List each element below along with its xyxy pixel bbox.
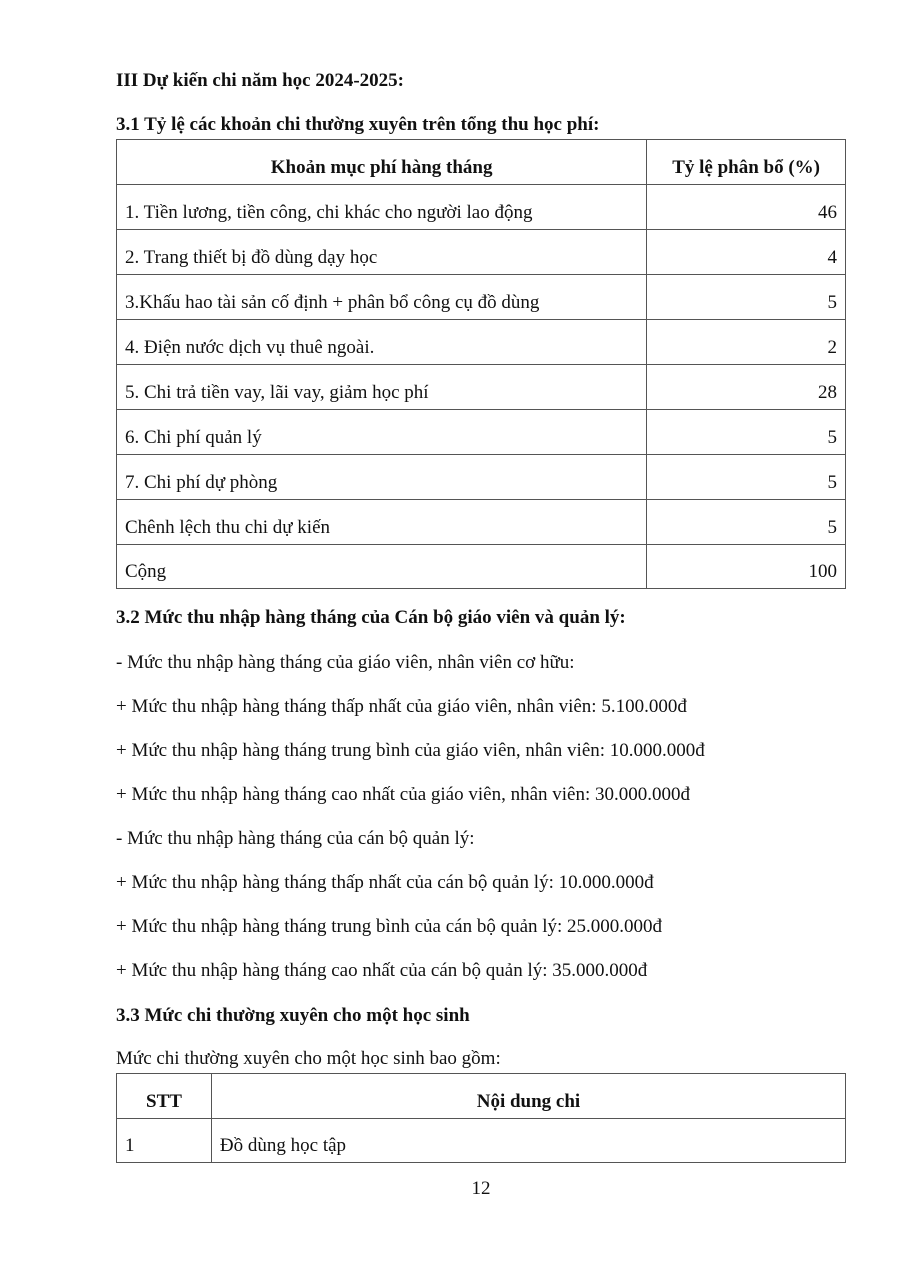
income-line: + Mức thu nhập hàng tháng cao nhất của cán bộ quản lý: 35.000.000đ (116, 960, 648, 981)
row-item: 2. Trang thiết bị đồ dùng dạy học (117, 230, 647, 275)
income-line: + Mức thu nhập hàng tháng cao nhất của giáo viên, nhân viên: 30.000.000đ (116, 784, 690, 805)
column-header-pct: Tỷ lệ phân bổ (%) (647, 140, 846, 185)
page-number: 12 (471, 1178, 491, 1199)
row-pct: 46 (647, 185, 846, 230)
table-row (117, 185, 846, 230)
row-pct: 5 (647, 455, 846, 500)
row-pct: 28 (647, 365, 846, 410)
column-header-item: Khoản mục phí hàng tháng (117, 140, 647, 185)
table-row (117, 230, 846, 275)
table-row (117, 410, 846, 455)
main-heading: III Dự kiến chi năm học 2024-2025: (116, 70, 404, 91)
row-content: Đồ dùng học tập (211, 1119, 845, 1163)
table-row (117, 1119, 846, 1163)
column-header-content: Nội dung chi (211, 1074, 845, 1119)
table-row (117, 500, 846, 545)
table-row (117, 320, 846, 365)
row-pct: 4 (647, 230, 846, 275)
income-line: + Mức thu nhập hàng tháng trung bình của giáo viên, nhân viên: 10.000.000đ (116, 740, 705, 761)
row-item: 1. Tiền lương, tiền công, chi khác cho người lao động (117, 185, 647, 230)
row-pct: 5 (647, 410, 846, 455)
row-item: 4. Điện nước dịch vụ thuê ngoài. (117, 320, 647, 365)
row-item: Chênh lệch thu chi dự kiến (117, 500, 647, 545)
table-row (117, 365, 846, 410)
row-item: 5. Chi trả tiền vay, lãi vay, giảm học phí (117, 365, 647, 410)
section-3-3-intro: Mức chi thường xuyên cho một học sinh bao gồm: (116, 1048, 501, 1069)
income-line: + Mức thu nhập hàng tháng thấp nhất của cán bộ quản lý: 10.000.000đ (116, 872, 654, 893)
section-3-3-title: 3.3 Mức chi thường xuyên cho một học sinh (116, 1005, 470, 1026)
table-row (117, 275, 846, 320)
row-item: Cộng (117, 545, 647, 589)
income-line: + Mức thu nhập hàng tháng trung bình của cán bộ quản lý: 25.000.000đ (116, 916, 663, 937)
expense-ratio-table (116, 139, 846, 589)
row-pct: 5 (647, 275, 846, 320)
student-expense-table (116, 1073, 846, 1163)
section-3-1-title: 3.1 Tỷ lệ các khoản chi thường xuyên trên tổng thu học phí: (116, 114, 600, 135)
table-row (117, 455, 846, 500)
row-item: 6. Chi phí quản lý (117, 410, 647, 455)
row-pct: 100 (647, 545, 846, 589)
row-item: 7. Chi phí dự phòng (117, 455, 647, 500)
row-pct: 2 (647, 320, 846, 365)
table-total-row (117, 545, 846, 589)
table-header-row (117, 1074, 846, 1119)
row-stt: 1 (117, 1119, 212, 1163)
row-item: 3.Khấu hao tài sản cố định + phân bổ công cụ đồ dùng (117, 275, 647, 320)
income-line: + Mức thu nhập hàng tháng thấp nhất của giáo viên, nhân viên: 5.100.000đ (116, 696, 687, 717)
income-line: - Mức thu nhập hàng tháng của cán bộ quản lý: (116, 828, 475, 849)
row-pct: 5 (647, 500, 846, 545)
section-3-2-title: 3.2 Mức thu nhập hàng tháng của Cán bộ giáo viên và quản lý: (116, 607, 626, 628)
column-header-stt: STT (117, 1074, 212, 1119)
table-header-row (117, 140, 846, 185)
income-line: - Mức thu nhập hàng tháng của giáo viên, nhân viên cơ hữu: (116, 652, 575, 673)
